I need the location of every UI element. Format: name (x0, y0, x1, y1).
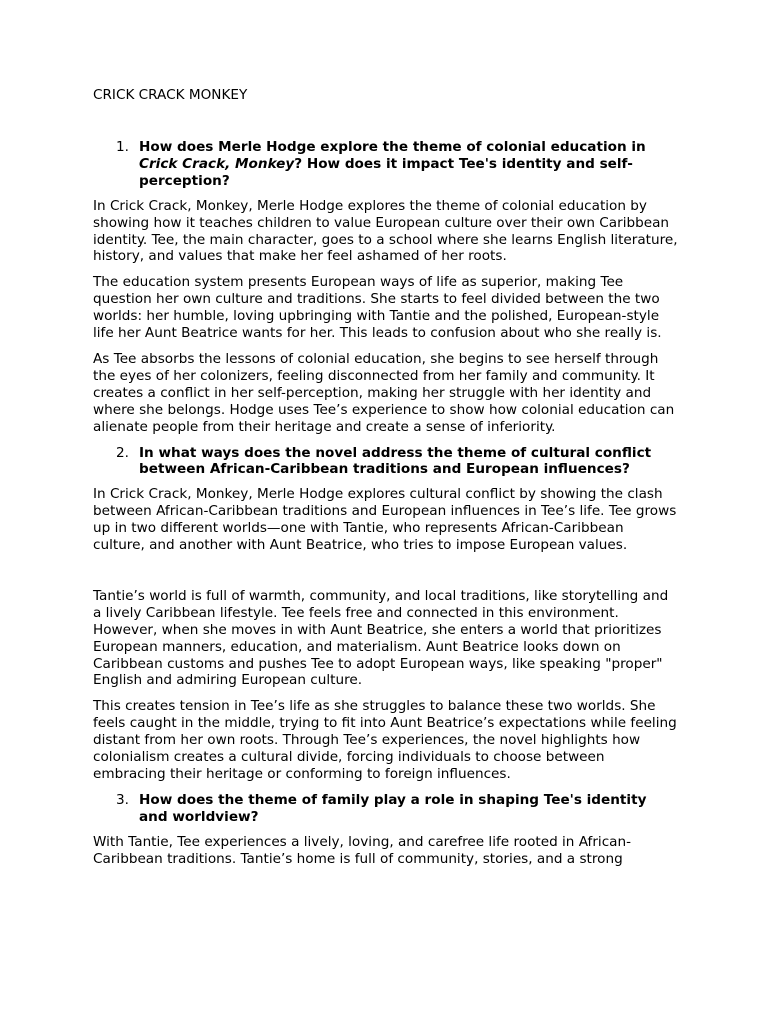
question-1 (93, 139, 678, 190)
question-book-title: Crick Crack, Monkey (139, 155, 295, 172)
answer-paragraph: The education system presents European ways of life as superior, making Tee question her own culture and traditions. She starts to feel divided between the two worlds: her humble, loving upbringing with Tantie and the polished, European-style life her Aunt Beatrice wants for her. This leads to confusion about who she really is. (93, 274, 662, 342)
answer-paragraph: In Crick Crack, Monkey, Merle Hodge explores cultural conflict by showing the clash between African-Caribbean traditions and European influences in Tee’s life. Tee grows up in two different worlds—one with Tantie, who represents African-Caribbean culture, and another with Aunt Beatrice, who tries to impose European values. (93, 486, 677, 554)
answer-paragraph: With Tantie, Tee experiences a lively, loving, and carefree life rooted in African-Caribbean traditions. Tantie’s home is full of community, stories, and a strong (93, 833, 632, 867)
question-2 (93, 445, 678, 479)
question-text-part: How does Merle Hodge explore the theme of colonial education in (139, 139, 646, 155)
blank-line (93, 563, 678, 588)
question-text: In what ways does the novel address the theme of cultural conflict between African-Caribbean traditions and European influences? (139, 444, 652, 478)
question-number: 2. (116, 444, 129, 461)
answer-paragraph: This creates tension in Tee’s life as she struggles to balance these two worlds. She feels caught in the middle, trying to fit into Aunt Beatrice’s expectations while feeling distant from her own roots. Through Tee’s experiences, the novel highlights how colonialism creates a cultural divide, forcing individuals to choose between embracing their heritage or conforming to foreign influences. (93, 698, 677, 782)
answer-paragraph: As Tee absorbs the lessons of colonial education, she begins to see herself through the eyes of her colonizers, feeling disconnected from her family and community. It creates a conflict in her self-perception, making her struggle with her identity and where she belongs. Hodge uses Tee’s experience to show how colonial education can alienate people from their heritage and create a sense of inferiority. (93, 350, 675, 435)
answer-paragraph: In Crick Crack, Monkey, Merle Hodge explores the theme of colonial education by showing how it teaches children to value European culture over their own Caribbean identity. Tee, the main character, goes to a school where she learns English literature, history, and values that make her feel ashamed of her roots. (93, 197, 678, 265)
question-number: 1. (116, 139, 129, 155)
question-3 (93, 792, 678, 826)
answer-paragraph: Tantie’s world is full of warmth, community, and local traditions, like storytelling and a lively Caribbean lifestyle. Tee feels free and connected in this environment. However, when she moves in with Aunt Beatrice, she enters a world that prioritizes European manners, education, and materialism. Aunt Beatrice looks down on Caribbean customs and pushes Tee to adopt European ways, like speaking "proper" English and admiring European culture. (93, 587, 669, 689)
question-text: How does the theme of family play a role in shaping Tee's identity and worldview? (139, 791, 647, 825)
question-number: 3. (116, 791, 129, 808)
document-body (93, 86, 678, 877)
document-title: CRICK CRACK MONKEY (93, 87, 248, 103)
question-text-part: ? How does it impact Tee's identity and self-perception? (139, 155, 633, 189)
